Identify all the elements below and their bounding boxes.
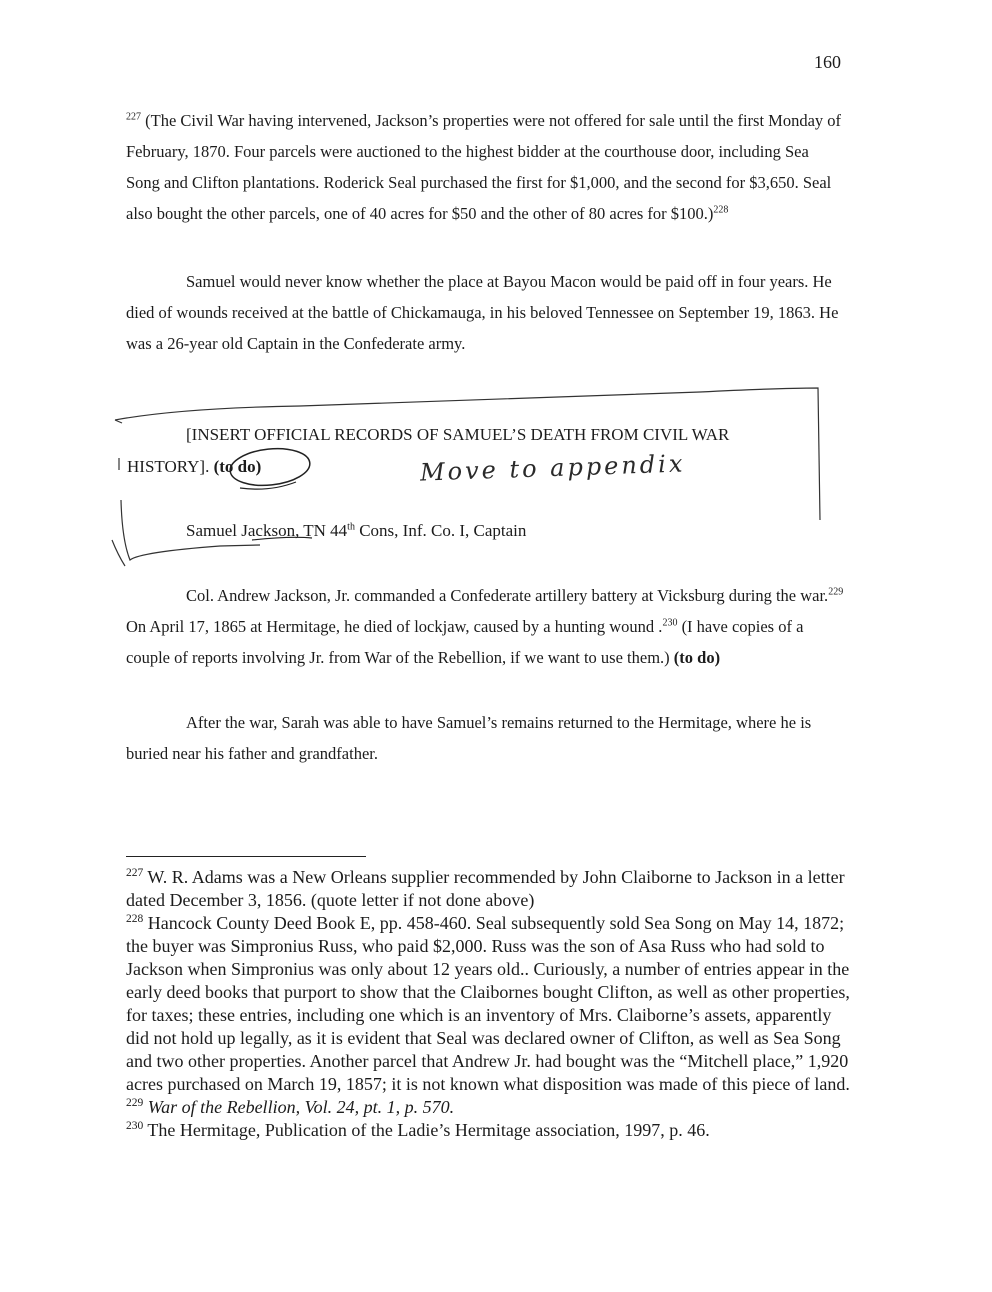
paragraph-andrew-text-a: Col. Andrew Jackson, Jr. commanded a Confederate artillery battery at Vicksburg during the war. [186, 586, 829, 605]
paragraph-andrew-jr [126, 580, 846, 673]
footnote-number: 229 [126, 1097, 144, 1109]
footnote-227 [126, 866, 854, 912]
footnote-separator [126, 856, 366, 857]
ordinal-suffix: th [347, 521, 355, 533]
todo-marker-circled: (to do) [213, 457, 262, 476]
footnote-number: 227 [126, 867, 144, 879]
footnote-228 [126, 912, 854, 1096]
footnote-ref-230: 230 [662, 617, 678, 629]
paragraph-andrew-text-c: (I have copies of a couple of reports involving Jr. from War of the Rebellion, if we want to use them.) [126, 617, 804, 667]
footnote-text: War of the Rebellion, Vol. 24, pt. 1, p. 570. [143, 1097, 455, 1117]
footnote-text: W. R. Adams was a New Orleans supplier recommended by John Claiborne to Jackson in a letter dated December 3, 1856. (quote letter if not done above) [126, 867, 845, 910]
record-name: Samuel Jackson, TN 44 [186, 521, 348, 540]
footnote-number: 230 [126, 1120, 144, 1132]
insert-note-line2 [127, 457, 261, 477]
insert-note-line1: [INSERT OFFICIAL RECORDS OF SAMUEL’S DEATH FROM CIVIL WAR [186, 425, 730, 444]
record-unit: Cons, Inf. Co. I, Captain [354, 521, 527, 540]
page-number: 160 [814, 52, 841, 72]
footnote-230 [126, 1119, 854, 1142]
footnotes [126, 866, 854, 1142]
footnote-text: Hancock County Deed Book E, pp. 458-460. Seal subsequently sold Sea Song on May 14, 1872; the buyer was Simpronius Russ, who paid $2,000. Russ was the son of Asa Russ who had sold to Jackson when Simpronius was only about 12 years old.. Curiously, a number of entries appear in the early deed books that purport to show that the Claibornes bought Clifton, as well as other properties, for taxes; these entries, including one which is an inventory of Mrs. Claiborne’s assets, apparently did not hold up legally, as it is evident that Seal was declared owner of Clifton, as well as Sea Song and two other properties. Another parcel that Andrew Jr. had bought was the “Mitchell place,” 1,920 acres purchased on March 19, 1857; it is not known what disposition was made of this piece of land. [126, 913, 850, 1094]
paragraph-auction-text: (The Civil War having intervened, Jackson’s properties were not offered for sale until the first Monday of February, 1870. Four parcels were auctioned to the highest bidder at the courthouse door, including Sea Song and Clifton plantations. Roderick Seal purchased the first for $1,000, and the second for $3,650. Seal also bought the other parcels, one of 40 acres for $50 and the other of 80 acres for $100.) [126, 111, 842, 223]
footnote-number: 228 [126, 913, 144, 925]
footnote-ref-229: 229 [828, 586, 844, 598]
insert-note-line3 [186, 521, 526, 541]
paragraph-samuel-death: Samuel would never know whether the place at Bayou Macon would be paid off in four years. He died of wounds received at the battle of Chickamauga, in his beloved Tennessee on September 19, 1863. He was a 26-year old Captain in the Confederate army. [126, 272, 839, 353]
handwritten-note: Move to appendix [419, 449, 686, 487]
footnote-text: The Hermitage, Publication of the Ladie’s Hermitage association, 1997, p. 46. [143, 1120, 710, 1140]
insert-note-history: HISTORY]. [127, 457, 214, 476]
footnote-ref-228: 228 [713, 204, 729, 216]
paragraph-andrew-text-b: On April 17, 1865 at Hermitage, he died of lockjaw, caused by a hunting wound . [126, 617, 663, 636]
paragraph-remains: After the war, Sarah was able to have Samuel’s remains returned to the Hermitage, where he is buried near his father and grandfather. [126, 713, 812, 763]
footnote-ref-227: 227 [126, 111, 141, 123]
todo-marker: (to do) [673, 648, 721, 667]
footnote-229 [126, 1096, 854, 1119]
